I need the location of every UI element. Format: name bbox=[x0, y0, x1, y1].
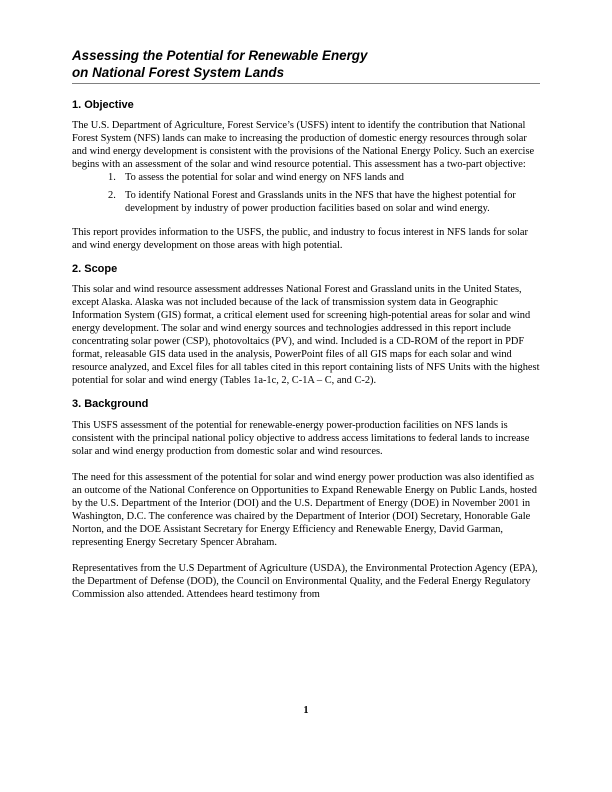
document-title-line-1: Assessing the Potential for Renewable Energy bbox=[72, 48, 368, 63]
background-paragraph-3: Representatives from the U.S Department of Agriculture (USDA), the Environmental Protection Agency (EPA), the Department of Defense (DOD), the Council on Environmental Quality, and the Federal Energy Regulatory Commission also attended. Attendees heard testimony from bbox=[72, 563, 538, 600]
scope-paragraph: This solar and wind resource assessment addresses National Forest and Grassland units in the United States, except Alaska. Alaska was not included because of the lack of transmission system data in Geographic Information System (GIS) format, a critical element used for screening high-potential areas for solar and wind energy development. The solar and wind energy sources and technologies addressed in this report include concentrating solar power (CSP), photovoltaics (PV), and wind. Included is a CD-ROM of the report in PDF format, releasable GIS data used in the analysis, PowerPoint files of all GIS maps for each solar and wind resource analyzed, and Excel files for all tables cited in this report containing lists of NFS Units with the highest potential for solar and wind energy (Tables 1a-1c, 2, C-1A – C, and C-2). bbox=[72, 284, 540, 386]
list-item-text: To identify National Forest and Grasslands units in the NFS that have the highest potential for development by industry of power production facilities based on solar and wind energy. bbox=[125, 190, 516, 214]
background-paragraph-1: This USFS assessment of the potential for renewable-energy power-production facilities on NFS lands is consistent with the principal national policy objective to address access limitations to federal lands to increase solar and wind energy production from domestic solar and wind resources. bbox=[72, 420, 530, 457]
objective-closing-paragraph: This report provides information to the USFS, the public, and industry to focus interest in NFS lands for solar and wind energy development on those areas with high potential. bbox=[72, 227, 528, 251]
section-heading-objective: 1. Objective bbox=[72, 99, 134, 111]
section-heading-scope: 2. Scope bbox=[72, 263, 118, 275]
objectives-list bbox=[72, 171, 540, 215]
objective-intro-paragraph: The U.S. Department of Agriculture, Forest Service’s (USFS) intent to identify the contribution that National Forest System (NFS) lands can make to increasing the production of domestic energy resources through solar and wind energy development is consistent with the provisions of the National Energy Policy. Such an exercise begins with an assessment of the solar and wind resource potential. This assessment has a two-part objective: bbox=[72, 120, 535, 170]
background-paragraph-2: The need for this assessment of the potential for solar and wind energy power production was also identified as an outcome of the National Conference on Opportunities to Expand Renewable Energy on Public Lands, hosted by the U.S. Department of the Interior (DOI) and the U.S. Department of Energy (DOE) in November 2001 in Washington, D.C. The conference was chaired by the Department of Interior (DOI) Secretary, Honorable Gale Norton, and the DOE Assistant Secretary for Energy Efficiency and Renewable Energy, David Garman, representing Energy Secretary Spencer Abraham. bbox=[72, 472, 537, 548]
list-item bbox=[72, 189, 540, 215]
document-title bbox=[72, 48, 540, 84]
list-item bbox=[72, 171, 540, 184]
section-heading-background: 3. Background bbox=[72, 398, 149, 410]
page-number: 1 bbox=[303, 705, 309, 716]
document-page bbox=[72, 48, 540, 601]
list-item-number: 2. bbox=[108, 190, 116, 201]
list-item-number: 1. bbox=[108, 172, 116, 183]
list-item-text: To assess the potential for solar and wind energy on NFS lands and bbox=[125, 172, 405, 183]
document-title-line-2: on National Forest System Lands bbox=[72, 64, 285, 80]
